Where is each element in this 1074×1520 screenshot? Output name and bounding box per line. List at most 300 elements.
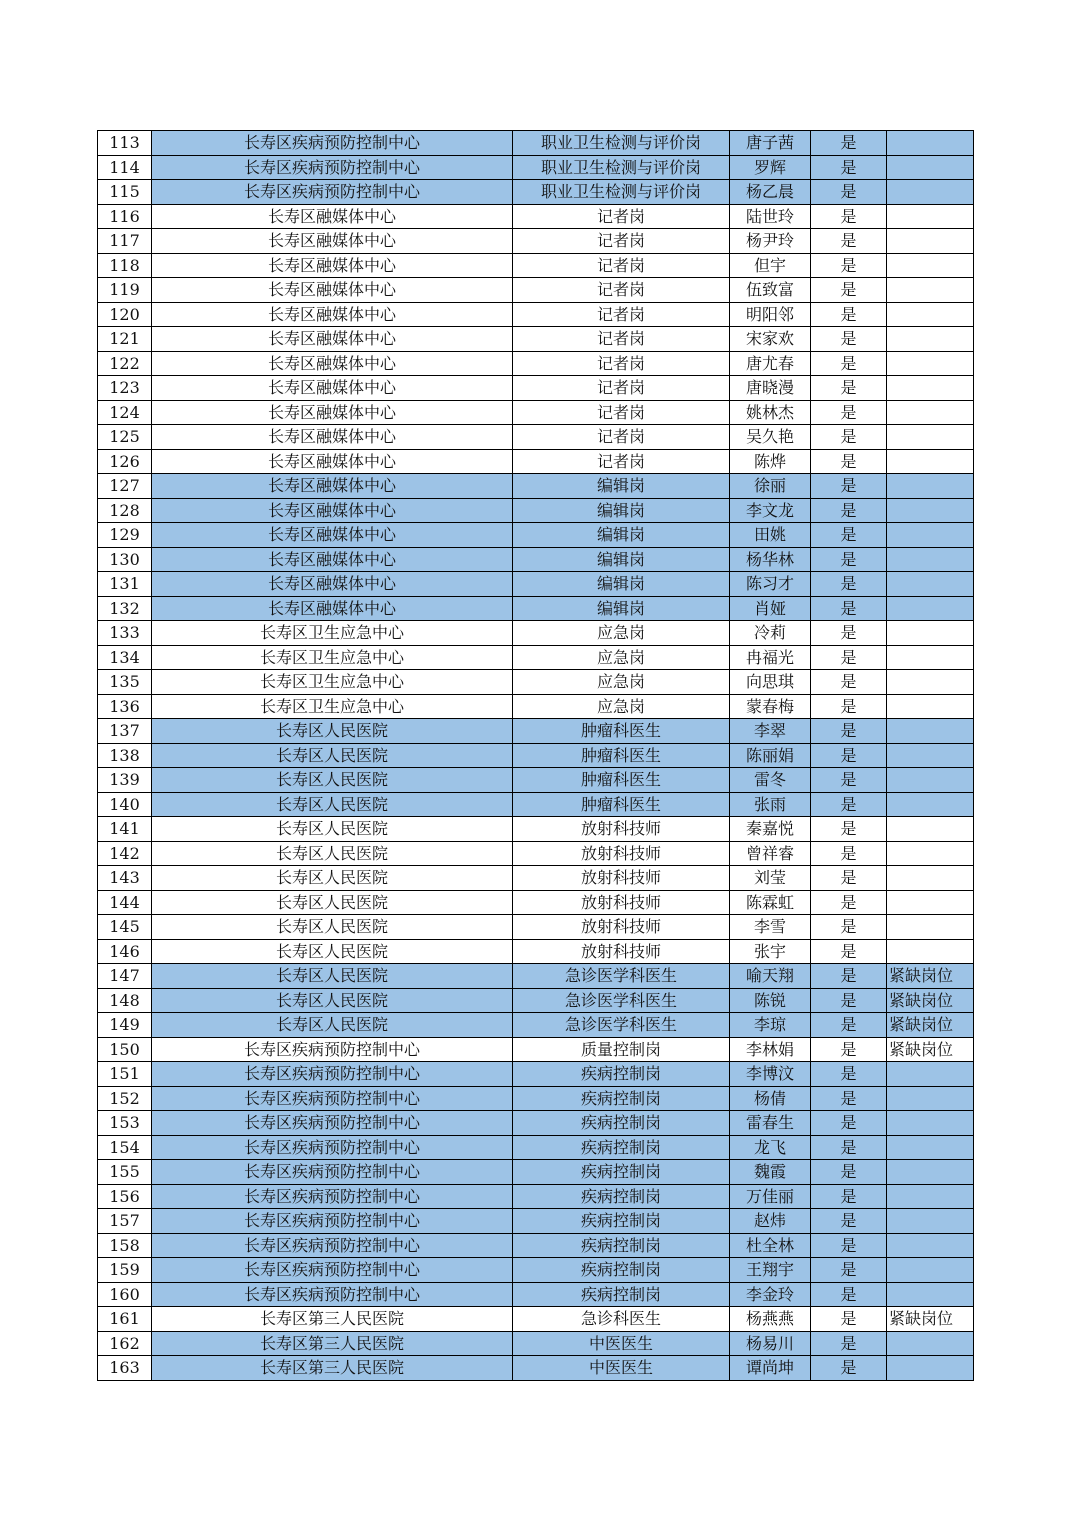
table-row: [98, 1233, 974, 1258]
row-number-cell: 149: [98, 1013, 152, 1038]
unit-cell: 长寿区融媒体中心: [152, 449, 513, 474]
note-cell: [887, 498, 974, 523]
row-number-cell: 147: [98, 964, 152, 989]
note-cell: [887, 400, 974, 425]
unit-cell: 长寿区融媒体中心: [152, 596, 513, 621]
row-number-cell: 116: [98, 204, 152, 229]
note-cell: 紧缺岗位: [887, 1037, 974, 1062]
qualified-cell: 是: [811, 498, 887, 523]
qualified-cell: 是: [811, 449, 887, 474]
position-cell: 职业卫生检测与评价岗: [513, 180, 730, 205]
position-cell: 应急岗: [513, 670, 730, 695]
qualified-cell: 是: [811, 474, 887, 499]
table-row: [98, 278, 974, 303]
qualified-cell: 是: [811, 988, 887, 1013]
position-cell: 记者岗: [513, 449, 730, 474]
unit-cell: 长寿区疾病预防控制中心: [152, 1037, 513, 1062]
note-cell: [887, 1184, 974, 1209]
unit-cell: 长寿区人民医院: [152, 1013, 513, 1038]
table-row: [98, 915, 974, 940]
qualified-cell: 是: [811, 302, 887, 327]
row-number-cell: 156: [98, 1184, 152, 1209]
row-number-cell: 160: [98, 1282, 152, 1307]
qualified-cell: 是: [811, 1062, 887, 1087]
note-cell: [887, 253, 974, 278]
note-cell: [887, 645, 974, 670]
row-number-cell: 157: [98, 1209, 152, 1234]
row-number-cell: 155: [98, 1160, 152, 1185]
qualified-cell: 是: [811, 1135, 887, 1160]
position-cell: 记者岗: [513, 204, 730, 229]
unit-cell: 长寿区人民医院: [152, 768, 513, 793]
qualified-cell: 是: [811, 1209, 887, 1234]
position-cell: 职业卫生检测与评价岗: [513, 131, 730, 156]
qualified-cell: 是: [811, 670, 887, 695]
note-cell: [887, 768, 974, 793]
applicant-table: [97, 130, 974, 1381]
name-cell: 姚林杰: [730, 400, 811, 425]
unit-cell: 长寿区融媒体中心: [152, 425, 513, 450]
unit-cell: 长寿区融媒体中心: [152, 474, 513, 499]
note-cell: [887, 743, 974, 768]
qualified-cell: 是: [811, 400, 887, 425]
unit-cell: 长寿区疾病预防控制中心: [152, 1062, 513, 1087]
note-cell: [887, 621, 974, 646]
name-cell: 陈习才: [730, 572, 811, 597]
position-cell: 疾病控制岗: [513, 1160, 730, 1185]
row-number-cell: 115: [98, 180, 152, 205]
note-cell: [887, 1209, 974, 1234]
note-cell: [887, 155, 974, 180]
unit-cell: 长寿区第三人民医院: [152, 1331, 513, 1356]
table-row: [98, 596, 974, 621]
table-row: [98, 1356, 974, 1381]
qualified-cell: 是: [811, 1258, 887, 1283]
table-row: [98, 229, 974, 254]
table-row: [98, 792, 974, 817]
note-cell: [887, 792, 974, 817]
row-number-cell: 152: [98, 1086, 152, 1111]
table-row: [98, 1258, 974, 1283]
unit-cell: 长寿区第三人民医院: [152, 1307, 513, 1332]
position-cell: 记者岗: [513, 278, 730, 303]
name-cell: 陈烨: [730, 449, 811, 474]
unit-cell: 长寿区融媒体中心: [152, 327, 513, 352]
row-number-cell: 145: [98, 915, 152, 940]
unit-cell: 长寿区融媒体中心: [152, 498, 513, 523]
name-cell: 冉福光: [730, 645, 811, 670]
row-number-cell: 141: [98, 817, 152, 842]
row-number-cell: 132: [98, 596, 152, 621]
row-number-cell: 163: [98, 1356, 152, 1381]
unit-cell: 长寿区人民医院: [152, 817, 513, 842]
row-number-cell: 148: [98, 988, 152, 1013]
name-cell: 吴久艳: [730, 425, 811, 450]
name-cell: 向思琪: [730, 670, 811, 695]
position-cell: 编辑岗: [513, 474, 730, 499]
qualified-cell: 是: [811, 964, 887, 989]
row-number-cell: 151: [98, 1062, 152, 1087]
position-cell: 记者岗: [513, 425, 730, 450]
row-number-cell: 161: [98, 1307, 152, 1332]
note-cell: [887, 204, 974, 229]
row-number-cell: 130: [98, 547, 152, 572]
unit-cell: 长寿区人民医院: [152, 792, 513, 817]
row-number-cell: 135: [98, 670, 152, 695]
qualified-cell: 是: [811, 229, 887, 254]
note-cell: 紧缺岗位: [887, 964, 974, 989]
name-cell: 陈霖虹: [730, 890, 811, 915]
note-cell: [887, 1331, 974, 1356]
qualified-cell: 是: [811, 1160, 887, 1185]
row-number-cell: 125: [98, 425, 152, 450]
row-number-cell: 119: [98, 278, 152, 303]
table-row: [98, 1331, 974, 1356]
qualified-cell: 是: [811, 253, 887, 278]
unit-cell: 长寿区疾病预防控制中心: [152, 1160, 513, 1185]
unit-cell: 长寿区融媒体中心: [152, 523, 513, 548]
unit-cell: 长寿区人民医院: [152, 939, 513, 964]
table-row: [98, 425, 974, 450]
name-cell: 魏霞: [730, 1160, 811, 1185]
name-cell: 徐丽: [730, 474, 811, 499]
name-cell: 陈丽娟: [730, 743, 811, 768]
table-row: [98, 327, 974, 352]
table-row: [98, 841, 974, 866]
qualified-cell: 是: [811, 1086, 887, 1111]
note-cell: [887, 596, 974, 621]
qualified-cell: 是: [811, 1356, 887, 1381]
note-cell: [887, 1356, 974, 1381]
name-cell: 赵炜: [730, 1209, 811, 1234]
position-cell: 中医医生: [513, 1356, 730, 1381]
table-row: [98, 1086, 974, 1111]
qualified-cell: 是: [811, 204, 887, 229]
position-cell: 放射科技师: [513, 939, 730, 964]
position-cell: 肿瘤科医生: [513, 768, 730, 793]
name-cell: 杨燕燕: [730, 1307, 811, 1332]
unit-cell: 长寿区疾病预防控制中心: [152, 155, 513, 180]
note-cell: [887, 229, 974, 254]
note-cell: [887, 1282, 974, 1307]
qualified-cell: 是: [811, 817, 887, 842]
note-cell: [887, 302, 974, 327]
note-cell: [887, 449, 974, 474]
position-cell: 肿瘤科医生: [513, 743, 730, 768]
qualified-cell: 是: [811, 1331, 887, 1356]
note-cell: [887, 1135, 974, 1160]
name-cell: 曾祥睿: [730, 841, 811, 866]
row-number-cell: 150: [98, 1037, 152, 1062]
qualified-cell: 是: [811, 131, 887, 156]
row-number-cell: 153: [98, 1111, 152, 1136]
position-cell: 放射科技师: [513, 817, 730, 842]
unit-cell: 长寿区人民医院: [152, 890, 513, 915]
position-cell: 编辑岗: [513, 547, 730, 572]
qualified-cell: 是: [811, 743, 887, 768]
note-cell: [887, 474, 974, 499]
table-row: [98, 253, 974, 278]
unit-cell: 长寿区卫生应急中心: [152, 645, 513, 670]
table-row: [98, 131, 974, 156]
table-row: [98, 498, 974, 523]
unit-cell: 长寿区疾病预防控制中心: [152, 180, 513, 205]
position-cell: 疾病控制岗: [513, 1135, 730, 1160]
position-cell: 记者岗: [513, 376, 730, 401]
unit-cell: 长寿区人民医院: [152, 841, 513, 866]
row-number-cell: 134: [98, 645, 152, 670]
qualified-cell: 是: [811, 376, 887, 401]
note-cell: [887, 1111, 974, 1136]
qualified-cell: 是: [811, 694, 887, 719]
position-cell: 中医医生: [513, 1331, 730, 1356]
table-row: [98, 743, 974, 768]
unit-cell: 长寿区人民医院: [152, 915, 513, 940]
row-number-cell: 127: [98, 474, 152, 499]
row-number-cell: 146: [98, 939, 152, 964]
table-row: [98, 204, 974, 229]
row-number-cell: 133: [98, 621, 152, 646]
name-cell: 唐尤春: [730, 351, 811, 376]
note-cell: [887, 425, 974, 450]
name-cell: 罗辉: [730, 155, 811, 180]
position-cell: 应急岗: [513, 645, 730, 670]
qualified-cell: 是: [811, 841, 887, 866]
unit-cell: 长寿区疾病预防控制中心: [152, 1209, 513, 1234]
table-row: [98, 1209, 974, 1234]
table-row: [98, 547, 974, 572]
unit-cell: 长寿区融媒体中心: [152, 302, 513, 327]
unit-cell: 长寿区疾病预防控制中心: [152, 131, 513, 156]
name-cell: 秦嘉悦: [730, 817, 811, 842]
unit-cell: 长寿区疾病预防控制中心: [152, 1111, 513, 1136]
unit-cell: 长寿区融媒体中心: [152, 204, 513, 229]
unit-cell: 长寿区疾病预防控制中心: [152, 1258, 513, 1283]
qualified-cell: 是: [811, 547, 887, 572]
name-cell: 谭尚坤: [730, 1356, 811, 1381]
row-number-cell: 118: [98, 253, 152, 278]
note-cell: [887, 351, 974, 376]
table-row: [98, 694, 974, 719]
note-cell: [887, 817, 974, 842]
qualified-cell: 是: [811, 1037, 887, 1062]
name-cell: 喻天翔: [730, 964, 811, 989]
row-number-cell: 131: [98, 572, 152, 597]
qualified-cell: 是: [811, 327, 887, 352]
position-cell: 急诊医学科医生: [513, 1013, 730, 1038]
position-cell: 应急岗: [513, 694, 730, 719]
table-body: [98, 131, 974, 1381]
qualified-cell: 是: [811, 866, 887, 891]
row-number-cell: 123: [98, 376, 152, 401]
name-cell: 杨华林: [730, 547, 811, 572]
position-cell: 肿瘤科医生: [513, 719, 730, 744]
note-cell: [887, 131, 974, 156]
unit-cell: 长寿区疾病预防控制中心: [152, 1282, 513, 1307]
name-cell: 明阳邻: [730, 302, 811, 327]
table-row: [98, 964, 974, 989]
name-cell: 李文龙: [730, 498, 811, 523]
name-cell: 杨尹玲: [730, 229, 811, 254]
position-cell: 放射科技师: [513, 915, 730, 940]
position-cell: 记者岗: [513, 351, 730, 376]
table-row: [98, 1037, 974, 1062]
position-cell: 记者岗: [513, 327, 730, 352]
qualified-cell: 是: [811, 621, 887, 646]
unit-cell: 长寿区疾病预防控制中心: [152, 1233, 513, 1258]
row-number-cell: 140: [98, 792, 152, 817]
table-row: [98, 523, 974, 548]
note-cell: [887, 523, 974, 548]
name-cell: 冷莉: [730, 621, 811, 646]
table-row: [98, 817, 974, 842]
row-number-cell: 126: [98, 449, 152, 474]
row-number-cell: 137: [98, 719, 152, 744]
qualified-cell: 是: [811, 180, 887, 205]
position-cell: 编辑岗: [513, 572, 730, 597]
qualified-cell: 是: [811, 1013, 887, 1038]
note-cell: [887, 719, 974, 744]
unit-cell: 长寿区人民医院: [152, 719, 513, 744]
unit-cell: 长寿区疾病预防控制中心: [152, 1184, 513, 1209]
name-cell: 杨易川: [730, 1331, 811, 1356]
name-cell: 唐子茜: [730, 131, 811, 156]
table-row: [98, 351, 974, 376]
table-row: [98, 670, 974, 695]
qualified-cell: 是: [811, 1282, 887, 1307]
name-cell: 李金玲: [730, 1282, 811, 1307]
table-row: [98, 1184, 974, 1209]
name-cell: 王翔宇: [730, 1258, 811, 1283]
note-cell: [887, 915, 974, 940]
table-row: [98, 400, 974, 425]
table-row: [98, 1111, 974, 1136]
qualified-cell: 是: [811, 1307, 887, 1332]
table-row: [98, 302, 974, 327]
unit-cell: 长寿区人民医院: [152, 866, 513, 891]
qualified-cell: 是: [811, 915, 887, 940]
note-cell: [887, 841, 974, 866]
note-cell: [887, 278, 974, 303]
position-cell: 疾病控制岗: [513, 1282, 730, 1307]
position-cell: 疾病控制岗: [513, 1086, 730, 1111]
qualified-cell: 是: [811, 645, 887, 670]
note-cell: [887, 327, 974, 352]
table-row: [98, 1062, 974, 1087]
table-row: [98, 621, 974, 646]
table-row: [98, 939, 974, 964]
qualified-cell: 是: [811, 155, 887, 180]
qualified-cell: 是: [811, 278, 887, 303]
qualified-cell: 是: [811, 425, 887, 450]
note-cell: [887, 939, 974, 964]
position-cell: 编辑岗: [513, 523, 730, 548]
qualified-cell: 是: [811, 351, 887, 376]
row-number-cell: 129: [98, 523, 152, 548]
position-cell: 急诊医学科医生: [513, 964, 730, 989]
name-cell: 杜全林: [730, 1233, 811, 1258]
name-cell: 唐晓漫: [730, 376, 811, 401]
name-cell: 万佳丽: [730, 1184, 811, 1209]
position-cell: 记者岗: [513, 302, 730, 327]
position-cell: 记者岗: [513, 253, 730, 278]
name-cell: 李博汶: [730, 1062, 811, 1087]
name-cell: 杨乙晨: [730, 180, 811, 205]
row-number-cell: 114: [98, 155, 152, 180]
unit-cell: 长寿区卫生应急中心: [152, 670, 513, 695]
row-number-cell: 139: [98, 768, 152, 793]
table-row: [98, 376, 974, 401]
qualified-cell: 是: [811, 1111, 887, 1136]
note-cell: [887, 670, 974, 695]
table-row: [98, 768, 974, 793]
table-row: [98, 474, 974, 499]
note-cell: 紧缺岗位: [887, 1013, 974, 1038]
row-number-cell: 136: [98, 694, 152, 719]
unit-cell: 长寿区疾病预防控制中心: [152, 1135, 513, 1160]
position-cell: 记者岗: [513, 229, 730, 254]
note-cell: 紧缺岗位: [887, 1307, 974, 1332]
name-cell: 陆世玲: [730, 204, 811, 229]
unit-cell: 长寿区融媒体中心: [152, 351, 513, 376]
position-cell: 疾病控制岗: [513, 1062, 730, 1087]
unit-cell: 长寿区人民医院: [152, 988, 513, 1013]
position-cell: 放射科技师: [513, 866, 730, 891]
unit-cell: 长寿区融媒体中心: [152, 376, 513, 401]
name-cell: 宋家欢: [730, 327, 811, 352]
name-cell: 李雪: [730, 915, 811, 940]
table-row: [98, 719, 974, 744]
name-cell: 张雨: [730, 792, 811, 817]
name-cell: 雷春生: [730, 1111, 811, 1136]
position-cell: 职业卫生检测与评价岗: [513, 155, 730, 180]
note-cell: [887, 1233, 974, 1258]
table-row: [98, 645, 974, 670]
note-cell: [887, 1160, 974, 1185]
note-cell: [887, 1062, 974, 1087]
qualified-cell: 是: [811, 768, 887, 793]
unit-cell: 长寿区人民医院: [152, 964, 513, 989]
table-row: [98, 1282, 974, 1307]
name-cell: 但宇: [730, 253, 811, 278]
note-cell: 紧缺岗位: [887, 988, 974, 1013]
position-cell: 疾病控制岗: [513, 1111, 730, 1136]
position-cell: 放射科技师: [513, 841, 730, 866]
note-cell: [887, 572, 974, 597]
note-cell: [887, 547, 974, 572]
table-row: [98, 572, 974, 597]
position-cell: 疾病控制岗: [513, 1184, 730, 1209]
row-number-cell: 158: [98, 1233, 152, 1258]
position-cell: 记者岗: [513, 400, 730, 425]
row-number-cell: 154: [98, 1135, 152, 1160]
unit-cell: 长寿区融媒体中心: [152, 278, 513, 303]
row-number-cell: 138: [98, 743, 152, 768]
note-cell: [887, 1086, 974, 1111]
unit-cell: 长寿区第三人民医院: [152, 1356, 513, 1381]
qualified-cell: 是: [811, 890, 887, 915]
row-number-cell: 144: [98, 890, 152, 915]
name-cell: 李林娟: [730, 1037, 811, 1062]
table-row: [98, 1013, 974, 1038]
position-cell: 质量控制岗: [513, 1037, 730, 1062]
name-cell: 张宇: [730, 939, 811, 964]
unit-cell: 长寿区融媒体中心: [152, 229, 513, 254]
table-row: [98, 449, 974, 474]
name-cell: 陈锐: [730, 988, 811, 1013]
unit-cell: 长寿区疾病预防控制中心: [152, 1086, 513, 1111]
row-number-cell: 113: [98, 131, 152, 156]
